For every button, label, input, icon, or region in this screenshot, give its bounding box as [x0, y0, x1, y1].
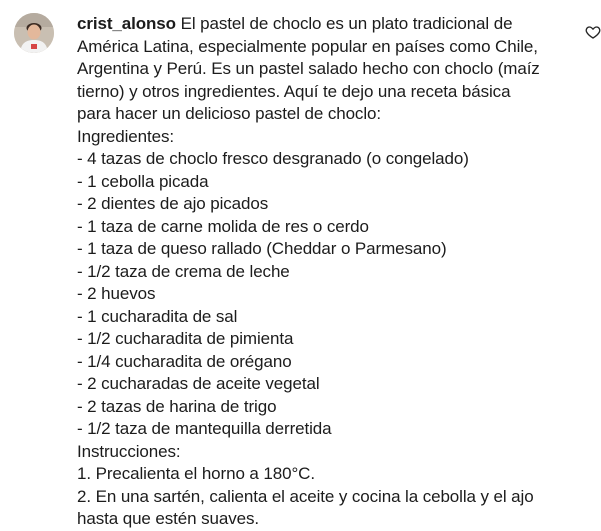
- comment-first-line: [77, 13, 567, 36]
- instructions-heading: Instrucciones:: [77, 441, 181, 461]
- instruction-step: 2. En una sartén, calienta el aceite y cocina la cebolla y el ajo: [77, 486, 534, 506]
- comment-intro-line: El pastel de choclo es un plato tradicional de: [180, 14, 513, 33]
- avatar[interactable]: [14, 13, 54, 53]
- instruction-step: hasta que estén suaves.: [77, 509, 259, 528]
- ingredient-item: - 2 dientes de ajo picados: [77, 194, 269, 213]
- ingredient-item: - 1 taza de queso rallado (Cheddar o Parmesano): [77, 239, 447, 258]
- ingredient-item: - 1 cebolla picada: [77, 171, 209, 191]
- ingredient-item: - 1/2 taza de mantequilla derretida: [77, 419, 332, 438]
- ingredient-item: - 2 tazas de harina de trigo: [77, 396, 277, 416]
- ingredient-item: - 1/2 taza de crema de leche: [77, 261, 290, 281]
- username[interactable]: crist_alonso: [77, 14, 176, 33]
- ingredient-item: - 4 tazas de choclo fresco desgranado (o congelado): [77, 149, 469, 168]
- ingredient-item: - 1 taza de carne molida de res o cerdo: [77, 216, 369, 236]
- ingredient-item: - 2 huevos: [77, 284, 156, 303]
- ingredient-item: - 2 cucharadas de aceite vegetal: [77, 374, 320, 393]
- comment-intro-line: para hacer un delicioso pastel de choclo:: [77, 104, 381, 123]
- ingredient-item: - 1/2 cucharadita de pimienta: [77, 329, 294, 348]
- heart-outline-icon[interactable]: [585, 24, 601, 40]
- comment-intro-line: Argentina y Perú. Es un pastel salado hecho con choclo (maíz: [77, 59, 540, 78]
- ingredient-item: - 1 cucharadita de sal: [77, 306, 238, 326]
- ingredients-heading: Ingredientes:: [77, 126, 174, 146]
- instruction-step: 1. Precalienta el horno a 180°C.: [77, 464, 315, 483]
- ingredient-item: - 1/4 cucharadita de orégano: [77, 351, 292, 371]
- comment-intro-line: América Latina, especialmente popular en países como Chile,: [77, 36, 538, 56]
- comment-text: [77, 13, 567, 531]
- comment-intro-line: tierno) y otros ingredientes. Aquí te dejo una receta básica: [77, 81, 511, 101]
